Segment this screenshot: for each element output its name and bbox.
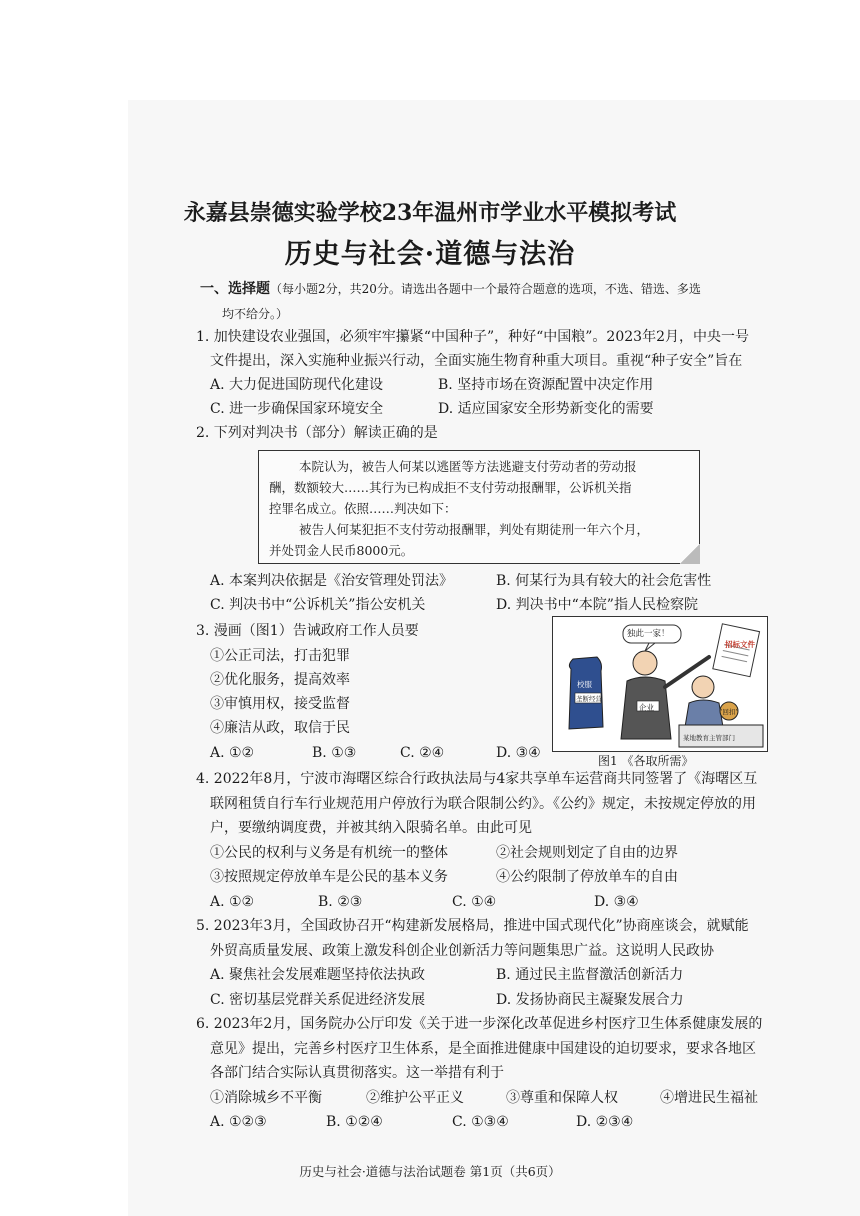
judgement-line: 控罪名成立。依照……判决如下： bbox=[269, 501, 457, 516]
page-fold-corner bbox=[680, 544, 700, 564]
q6-stem-line2: 意见》提出，完善乡村医疗卫生体系，是全面推进健康中国建设的迫切要求，要求各地区 bbox=[210, 1041, 756, 1057]
q2-option-b: B. 何某行为具有较大的社会危害性 bbox=[496, 573, 712, 589]
q4-option-d: D. ③④ bbox=[594, 894, 639, 910]
q1-option-c: C. 进一步确保国家环境安全 bbox=[210, 401, 384, 417]
q2-stem: 2. 下列对判决书（部分）解读正确的是 bbox=[196, 425, 438, 441]
q3-stem: 3. 漫画（图1）告诫政府工作人员要 bbox=[196, 623, 419, 639]
q2-option-a: A. 本案判决依据是《治安管理处罚法》 bbox=[210, 573, 454, 589]
q4-option-c: C. ①④ bbox=[452, 894, 497, 910]
cartoon-figure bbox=[552, 616, 768, 752]
cartoon-bag-label: 校服 bbox=[577, 680, 592, 689]
cartoon-document-text: 招标文件 bbox=[725, 640, 755, 649]
judgement-line: 被告人何某犯拒不支付劳动报酬罪，判处有期徒刑一年六个月， bbox=[299, 522, 650, 537]
q4-stem-line2: 联网租赁自行车行业规范用户停放行为联合限制公约》。《公约》规定，未按规定停放的用 bbox=[210, 796, 756, 812]
q1-option-a: A. 大力促进国防现代化建设 bbox=[210, 377, 384, 393]
cartoon-bubble-text: 独此一家！ bbox=[627, 629, 670, 639]
q3-option-a: A. ①② bbox=[210, 745, 255, 761]
q4-statement-3: ③按照规定停放单车是公民的基本义务 bbox=[210, 869, 448, 885]
q5-stem-line2: 外贸高质量发展、政策上激发科创企业创新活力等问题集思广益。这说明人民政协 bbox=[210, 943, 714, 959]
judgement-line: 酬，数额较大……其行为已构成拒不支付劳动报酬罪，公诉机关指 bbox=[269, 480, 632, 495]
judgement-line: 本院认为，被告人何某以逃匿等方法逃避支付劳动者的劳动报 bbox=[299, 459, 637, 474]
q2-option-c: C. 判决书中“公诉机关”指公安机关 bbox=[210, 597, 426, 613]
q5-option-a: A. 聚焦社会发展难题坚持依法执政 bbox=[210, 967, 426, 983]
q6-statement-3: ③尊重和保障人权 bbox=[506, 1090, 618, 1106]
cartoon-money-label: “回扣” bbox=[719, 708, 739, 716]
q6-option-b: B. ①②④ bbox=[326, 1114, 383, 1130]
q1-stem-line2: 文件提出，深入实施种业振兴行动，全面实施生物育种重大项目。重视“种子安全”旨在 bbox=[210, 353, 743, 369]
q6-option-c: C. ①③④ bbox=[452, 1114, 509, 1130]
cartoon-company-label: 企业 bbox=[639, 703, 654, 712]
exam-subtitle: 历史与社会·道德与法治 bbox=[284, 239, 576, 270]
q3-statement-1: ①公正司法，打击犯罪 bbox=[210, 648, 350, 664]
section-heading bbox=[200, 279, 701, 299]
q1-option-d: D. 适应国家安全形势新变化的需要 bbox=[438, 401, 654, 417]
section-instruction: （每小题2分，共20分。请选出各题中一个最符合题意的选项，不选、错选、多选 bbox=[270, 282, 701, 296]
cartoon-bag-tag: 垄断经营 bbox=[576, 695, 602, 703]
q3-statement-4: ④廉洁从政，取信于民 bbox=[210, 720, 350, 736]
q3-statement-2: ②优化服务，提高效率 bbox=[210, 672, 350, 688]
cartoon-dept-label: 某地教育主管部门 bbox=[683, 734, 735, 742]
exam-title: 永嘉县崇德实验学校23年温州市学业水平模拟考试 bbox=[183, 200, 677, 226]
section-title: 一、选择题 bbox=[200, 281, 270, 297]
q6-option-d: D. ②③④ bbox=[576, 1114, 634, 1130]
q4-stem-line3: 户，要缴纳调度费，并被其纳入限骑名单。由此可见 bbox=[210, 820, 532, 836]
q4-statement-2: ②社会规则划定了自由的边界 bbox=[496, 845, 678, 861]
q5-stem-line1: 5. 2023年3月，全国政协召开“构建新发展格局，推进中国式现代化”协商座谈会，就赋能 bbox=[196, 918, 749, 934]
figure-caption: 图1 《各取所需》 bbox=[598, 754, 694, 768]
q5-option-c: C. 密切基层党群关系促进经济发展 bbox=[210, 992, 426, 1008]
q3-option-d: D. ③④ bbox=[496, 745, 541, 761]
q4-statement-4: ④公约限制了停放单车的自由 bbox=[496, 869, 678, 885]
q4-option-a: A. ①② bbox=[210, 894, 255, 910]
q6-statement-1: ①消除城乡不平衡 bbox=[210, 1090, 322, 1106]
q6-stem-line3: 各部门结合实际认真贯彻落实。这一举措有利于 bbox=[210, 1065, 504, 1081]
q2-option-d: D. 判决书中“本院”指人民检察院 bbox=[496, 597, 698, 613]
page-footer: 历史与社会·道德与法治试题卷 第1页（共6页） bbox=[299, 1164, 561, 1179]
q4-stem-line1: 4. 2022年8月，宁波市海曙区综合行政执法局与4家共享单车运营商共同签署了《海曙区互 bbox=[196, 771, 758, 787]
q1-option-b: B. 坚持市场在资源配置中决定作用 bbox=[438, 377, 654, 393]
q6-stem-line1: 6. 2023年2月，国务院办公厅印发《关于进一步深化改革促进乡村医疗卫生体系健康发展的 bbox=[196, 1016, 763, 1032]
q6-option-a: A. ①②③ bbox=[210, 1114, 267, 1130]
q3-statement-3: ③审慎用权，接受监督 bbox=[210, 696, 350, 712]
q5-option-b: B. 通过民主监督激活创新活力 bbox=[496, 967, 684, 983]
q4-statement-1: ①公民的权利与义务是有机统一的整体 bbox=[210, 845, 448, 861]
q3-option-c: C. ②④ bbox=[400, 745, 445, 761]
q4-option-b: B. ②③ bbox=[318, 894, 363, 910]
q1-stem-line1: 1. 加快建设农业强国，必须牢牢攥紧“中国种子”，种好“中国粮”。2023年2月，中央一号 bbox=[196, 329, 749, 345]
q3-option-b: B. ①③ bbox=[312, 745, 357, 761]
judgement-excerpt-box bbox=[258, 450, 700, 564]
q5-option-d: D. 发扬协商民主凝聚发展合力 bbox=[496, 992, 684, 1008]
section-instruction-cont: 均不给分。） bbox=[222, 307, 289, 321]
q6-statement-2: ②维护公平正义 bbox=[366, 1090, 464, 1106]
judgement-line: 并处罚金人民币8000元。 bbox=[269, 543, 414, 558]
q6-statement-4: ④增进民生福祉 bbox=[660, 1090, 758, 1106]
